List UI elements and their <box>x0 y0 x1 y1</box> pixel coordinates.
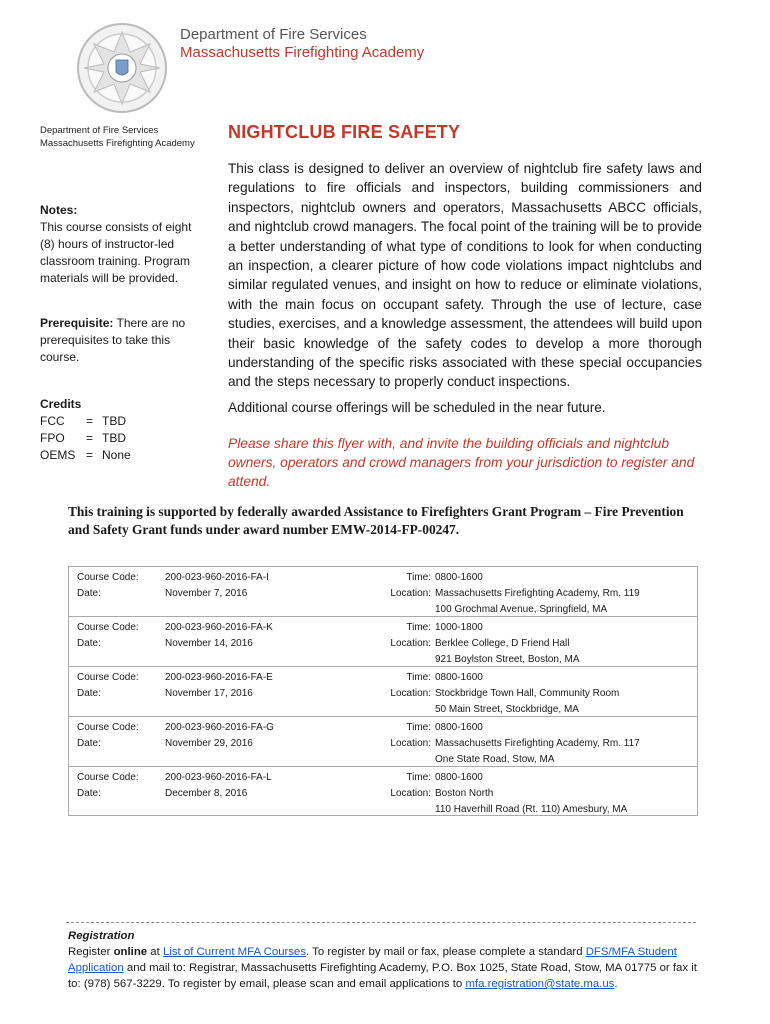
course-address: One State Road, Stow, MA <box>435 754 555 765</box>
course-date: November 14, 2016 <box>165 638 253 649</box>
credit-value: None <box>102 448 131 462</box>
location-label: Location: <box>390 588 431 599</box>
course-time: 0800-1600 <box>435 772 483 783</box>
prerequisite-section <box>40 315 200 366</box>
registration-text-3: . To register by mail or fax, please complete a standard <box>306 946 586 958</box>
time-label: Time: <box>406 622 431 633</box>
registration-online: online <box>113 946 148 958</box>
share-invitation: Please share this flyer with, and invite the building officials and nightclub owners, operators and crowd managers from your jurisdiction to register and attend. <box>228 436 695 489</box>
course-location: Massachusetts Firefighting Academy, Rm. 117 <box>435 738 640 749</box>
course-address: 921 Boylston Street, Boston, MA <box>435 654 580 665</box>
registration-email-link[interactable]: mfa.registration@state.ma.us <box>465 978 615 990</box>
registration-text-5: . <box>614 978 618 990</box>
mfa-courses-link[interactable]: List of Current MFA Courses <box>162 946 307 958</box>
course-location: Boston North <box>435 788 494 799</box>
sidebar-org-line2: Massachusetts Firefighting Academy <box>40 138 195 149</box>
credit-name: FCC <box>40 414 65 428</box>
course-date: November 29, 2016 <box>165 738 253 749</box>
credit-row <box>40 413 200 430</box>
course-time: 0800-1600 <box>435 722 483 733</box>
time-label: Time: <box>406 772 431 783</box>
credits-section <box>40 396 200 464</box>
notes-heading: Notes: <box>40 203 78 217</box>
notes-text: This course consists of eight (8) hours of instructor-led classroom training. Program materials will be provided. <box>40 220 192 285</box>
registration-divider <box>66 922 696 923</box>
registration-text-4: and mail to: Registrar, Massachusetts Firefighting Academy, P.O. Box 1025, State Road, Stow, MA 01775 or fax it to: (978) 567-3229. To register by email, please scan and email applications to <box>68 962 697 990</box>
course-location: Berklee College, D Friend Hall <box>435 638 570 649</box>
sidebar-org-line1: Department of Fire Services <box>40 125 159 136</box>
location-label: Location: <box>390 788 431 799</box>
credits-heading: Credits <box>40 397 82 411</box>
credit-equals: = <box>86 414 94 428</box>
course-date: December 8, 2016 <box>165 788 248 799</box>
date-label: Date: <box>77 738 101 749</box>
course-entry <box>69 617 697 667</box>
page-title: NIGHTCLUB FIRE SAFETY <box>228 122 461 142</box>
credit-row <box>40 447 200 464</box>
course-date: November 17, 2016 <box>165 688 253 699</box>
course-code: 200-023-960-2016-FA-L <box>165 772 272 783</box>
course-entry <box>69 567 697 617</box>
time-label: Time: <box>406 572 431 583</box>
course-location: Stockbridge Town Hall, Community Room <box>435 688 620 699</box>
course-address: 110 Haverhill Road (Rt. 110) Amesbury, MA <box>435 804 628 815</box>
course-code-label: Course Code: <box>77 572 139 583</box>
additional-offerings: Additional course offerings will be scheduled in the near future. <box>228 400 606 415</box>
location-label: Location: <box>390 688 431 699</box>
student-application-link[interactable]: DFS/MFA Student Application <box>68 946 677 974</box>
course-entry <box>69 667 697 717</box>
course-code: 200-023-960-2016-FA-I <box>165 572 269 583</box>
registration-text <box>68 944 708 992</box>
registration-text-1: Register <box>68 946 114 958</box>
credit-value: TBD <box>102 431 126 445</box>
course-code-label: Course Code: <box>77 672 139 683</box>
course-code-label: Course Code: <box>77 772 139 783</box>
sidebar-org <box>40 124 200 150</box>
credit-name: OEMS <box>40 448 76 462</box>
notes-section <box>40 202 200 287</box>
course-code: 200-023-960-2016-FA-K <box>165 622 273 633</box>
credit-equals: = <box>86 448 94 462</box>
course-time: 0800-1600 <box>435 672 483 683</box>
course-entry <box>69 717 697 767</box>
registration-heading: Registration <box>68 930 135 942</box>
course-time: 0800-1600 <box>435 572 483 583</box>
course-date: November 7, 2016 <box>165 588 248 599</box>
course-address: 50 Main Street, Stockbridge, MA <box>435 704 579 715</box>
credit-name: FPO <box>40 431 65 445</box>
course-address: 100 Grochmal Avenue, Springfield, MA <box>435 604 608 615</box>
header-department: Department of Fire Services <box>180 26 367 43</box>
prerequisite-text: There are no prerequisites to take this course. <box>40 316 186 364</box>
registration-text-2: at <box>147 946 163 958</box>
course-code-label: Course Code: <box>77 722 139 733</box>
date-label: Date: <box>77 638 101 649</box>
course-schedule-table <box>68 566 698 816</box>
header-academy: Massachusetts Firefighting Academy <box>180 44 425 61</box>
time-label: Time: <box>406 672 431 683</box>
course-description: This class is designed to deliver an overview of nightclub fire safety laws and regulations to fire officials and inspectors, building commissioners and inspectors, nightclub owners and operators, Massachusetts ABCC officials, and nightclub crowd managers. The focal point of the training will be to provide a better understanding of what type of conditions to look for when conducting an inspection, a clearer picture of how code violations impact nightclubs and similar regulated venues, and insight on how to reduce or eliminate violations, with the main focus on occupant safety. Through the use of lecture, case studies, exercises, and a knowledge assessment, the attendees will build upon their basic knowledge of the safety codes to develop a more thorough understanding of the specific risks associated with these special occupancies and the steps necessary to properly conduct inspections. <box>228 161 702 390</box>
credit-equals: = <box>86 431 94 445</box>
sidebar <box>40 124 200 464</box>
date-label: Date: <box>77 588 101 599</box>
course-code-label: Course Code: <box>77 622 139 633</box>
location-label: Location: <box>390 638 431 649</box>
time-label: Time: <box>406 722 431 733</box>
registration-section <box>68 928 708 992</box>
grant-statement: This training is supported by federally awarded Assistance to Firefighters Grant Program – Fire Prevention and Safety Grant funds under award number EMW-2014-FP-00247. <box>68 504 684 537</box>
department-seal-icon <box>76 22 168 114</box>
course-location: Massachusetts Firefighting Academy, Rm. 119 <box>435 588 640 599</box>
course-time: 1000-1800 <box>435 622 483 633</box>
location-label: Location: <box>390 738 431 749</box>
course-code: 200-023-960-2016-FA-E <box>165 672 273 683</box>
course-code: 200-023-960-2016-FA-G <box>165 722 274 733</box>
credit-value: TBD <box>102 414 126 428</box>
course-entry <box>69 767 697 817</box>
date-label: Date: <box>77 688 101 699</box>
date-label: Date: <box>77 788 101 799</box>
credit-row <box>40 430 200 447</box>
prerequisite-label: Prerequisite: <box>40 316 114 330</box>
